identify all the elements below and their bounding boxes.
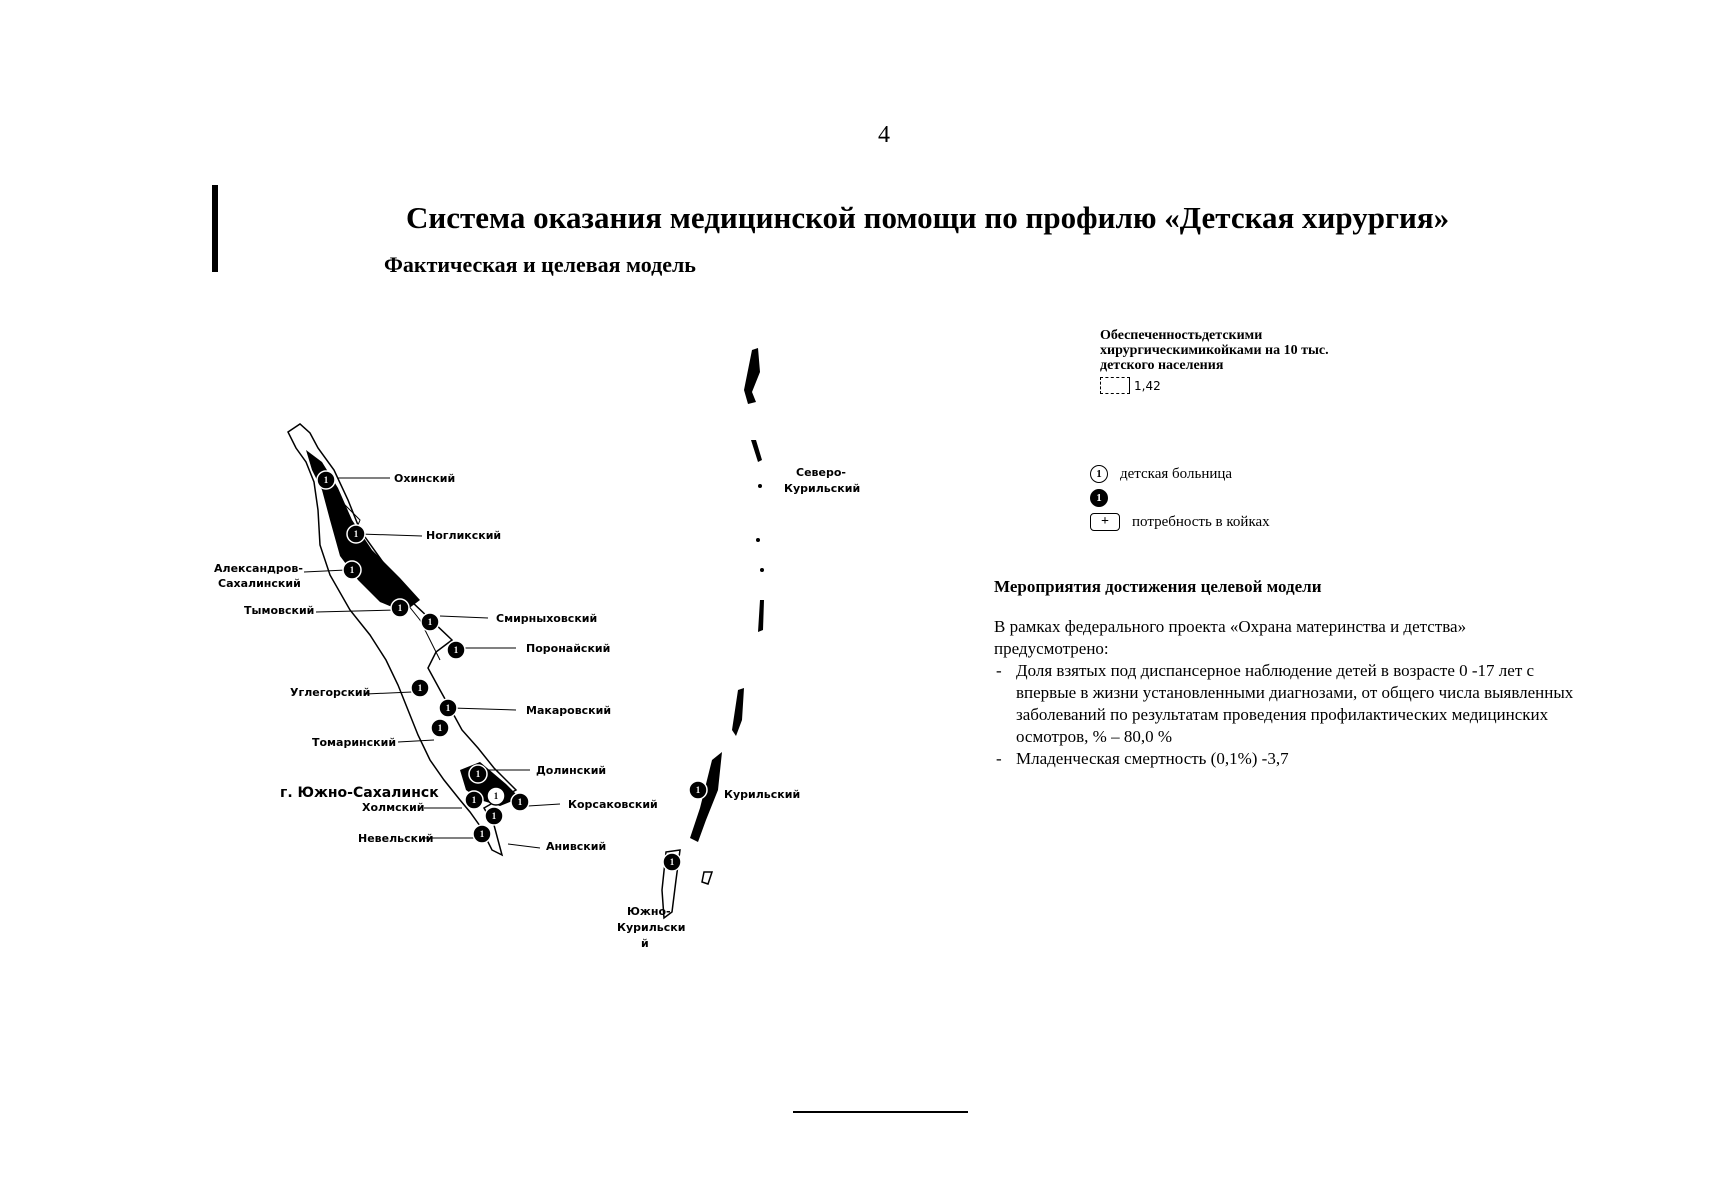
hospital-marker-uglegorsk — [411, 679, 429, 697]
legend-title-line: детского населения — [1100, 358, 1224, 373]
measures-item-line: - Младенческая смертность (0,1%) -3,7 — [1016, 749, 1289, 768]
hospital-marker-korsakov — [511, 793, 529, 811]
kuril-islet-1 — [751, 440, 762, 462]
page-number: 4 — [878, 122, 890, 148]
hospital-marker-tomari — [431, 719, 449, 737]
kuril-islet-3 — [756, 538, 760, 542]
legend-value: 1,42 — [1134, 378, 1161, 393]
measures-section — [994, 576, 1634, 770]
label-severo-kurilsk-2: Курильский — [784, 482, 861, 495]
kuril-middle-island — [758, 600, 764, 632]
label-poronaisk: Поронайский — [526, 642, 611, 655]
svg-text:1: 1 — [437, 723, 443, 733]
kuril-islet-4 — [760, 568, 764, 572]
hospital-marker-dolinsk — [469, 765, 487, 783]
hospital-outline-icon: 1 — [1090, 465, 1108, 483]
label-okhinsky: Охинский — [394, 472, 456, 485]
kuril-north-island — [744, 348, 760, 404]
label-makarov: Макаровский — [526, 704, 612, 717]
svg-text:1: 1 — [475, 769, 481, 779]
measures-item-line: впервые в жизни установленными диагнозами, от общего числа выявленных — [1016, 683, 1574, 702]
measures-item-line: - Доля взятых под диспансерное наблюдение детей в возрасте 0 -17 лет с — [1016, 661, 1535, 680]
key-row-hospital — [1090, 462, 1270, 486]
hospital-marker-aniva — [485, 807, 503, 825]
svg-text:1: 1 — [453, 645, 459, 655]
map-key — [1090, 462, 1270, 534]
hospital-marker-tymovsky — [391, 599, 409, 617]
page-subtitle: Фактическая и целевая модель — [384, 252, 696, 277]
label-city: г. Южно-Сахалинск — [280, 785, 439, 801]
measures-item — [994, 660, 1634, 748]
label-aleksandrovsk-1: Александров- — [214, 562, 303, 575]
label-yuzhno-kurilsk-1: Южно- — [627, 905, 671, 918]
svg-text:1: 1 — [349, 565, 355, 575]
svg-text:1: 1 — [695, 785, 701, 795]
legend-value-row — [1100, 377, 1430, 394]
kuril-islet-2 — [758, 484, 762, 488]
label-tymovsky: Тымовский — [244, 604, 315, 617]
legend-bed-supply — [1100, 328, 1430, 394]
key-row-filled — [1090, 486, 1270, 510]
label-noglik: Ногликский — [426, 529, 502, 542]
key-label-beds: потребность в койках — [1132, 513, 1270, 530]
svg-text:1: 1 — [669, 857, 675, 867]
svg-text:1: 1 — [397, 603, 403, 613]
label-kurilsk: Курильский — [724, 788, 801, 801]
measures-intro-line: предусмотрено: — [994, 639, 1109, 658]
label-dolinsk: Долинский — [536, 764, 607, 777]
hospital-marker-poronaisk — [447, 641, 465, 659]
hospital-marker-okhinsky — [317, 471, 335, 489]
kuril-central-island — [732, 688, 744, 736]
footer-rule — [793, 1111, 968, 1113]
measures-item-line: заболеваний по результатам проведения профилактических медицинских — [1016, 705, 1549, 724]
svg-text:1: 1 — [471, 795, 477, 805]
leader-smirnykh — [440, 616, 488, 618]
kuril-shikotan-island — [702, 872, 712, 884]
plus-icon: + — [1090, 513, 1120, 531]
svg-text:1: 1 — [493, 791, 499, 801]
label-nevelsk: Невельский — [358, 832, 434, 845]
page-title: Система оказания медицинской помощи по профилю «Детская хирургия» — [406, 200, 1450, 235]
measures-list — [994, 660, 1634, 770]
measures-intro-line: В рамках федерального проекта «Охрана материнства и детства» — [994, 617, 1467, 636]
hospital-marker-aleksandrovsk — [343, 561, 361, 579]
svg-text:1: 1 — [417, 683, 423, 693]
measures-title: Мероприятия достижения целевой модели — [994, 577, 1322, 596]
svg-text:1: 1 — [323, 475, 329, 485]
legend-title-line: Обеспеченностьдетскими — [1100, 328, 1263, 343]
svg-text:1: 1 — [353, 529, 359, 539]
measures-item-line: осмотров, % – 80,0 % — [1016, 727, 1172, 746]
key-row-beds — [1090, 510, 1270, 534]
hospital-marker-kholmsk — [465, 791, 483, 809]
leader-aniva — [508, 844, 540, 848]
hospital-marker-nevelsk — [473, 825, 491, 843]
label-severo-kurilsk-1: Северо- — [796, 466, 846, 479]
label-korsakov: Корсаковский — [568, 798, 658, 811]
label-yuzhno-kurilsk-2: Курильски — [617, 921, 686, 934]
measures-item — [994, 748, 1634, 770]
legend-swatch — [1100, 377, 1130, 394]
svg-text:1: 1 — [479, 829, 485, 839]
leader-korsakov — [528, 804, 560, 806]
label-tomari: Томаринский — [312, 736, 397, 749]
label-smirnykh: Смирныховский — [496, 612, 598, 625]
legend-title-line: хирургическимикойками на 10 тыс. — [1100, 343, 1329, 358]
svg-text:1: 1 — [445, 703, 451, 713]
hospital-marker-smirnykh — [421, 613, 439, 631]
key-label-hospital: детская больница — [1120, 465, 1233, 482]
hospital-marker-yuzhno-kurilsk — [663, 853, 681, 871]
hospital-filled-icon: 1 — [1090, 489, 1108, 507]
svg-text:1: 1 — [427, 617, 433, 627]
label-yuzhno-kurilsk-3: й — [641, 937, 649, 950]
leader-makarov — [452, 708, 516, 710]
leader-noglik — [360, 534, 422, 536]
label-aniva: Анивский — [546, 840, 607, 853]
svg-text:1: 1 — [517, 797, 523, 807]
hospital-marker-noglik — [347, 525, 365, 543]
hospital-marker-makarov — [439, 699, 457, 717]
hospital-marker-city — [487, 787, 505, 805]
label-kholmsk: Холмский — [362, 801, 425, 814]
svg-text:1: 1 — [491, 811, 497, 821]
hospital-marker-kurilsk — [689, 781, 707, 799]
label-uglegorsk: Углегорский — [290, 686, 371, 699]
label-aleksandrovsk-2: Сахалинский — [218, 577, 301, 590]
